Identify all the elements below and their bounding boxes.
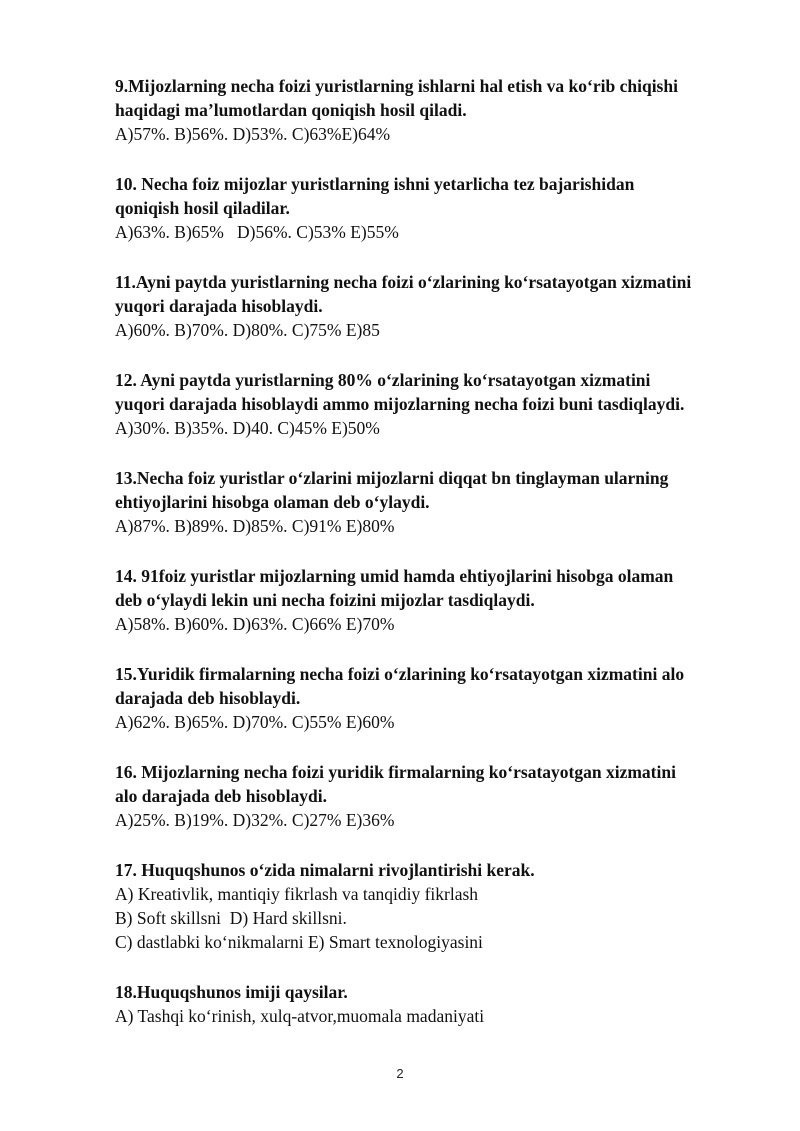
question-12 xyxy=(115,368,755,440)
answer-options: A)87%. B)89%. D)85%. C)91% E)80% xyxy=(115,516,395,536)
question-10 xyxy=(115,172,755,244)
question-11 xyxy=(115,270,755,342)
answer-options: A)63%. B)65% D)56%. C)53% E)55% xyxy=(115,222,399,242)
question-17 xyxy=(115,858,755,954)
question-18 xyxy=(115,980,755,1028)
question-text-line: 12. Ayni paytda yuristlarning 80% o‘zlarining ko‘rsatayotgan xizmatini xyxy=(115,370,651,390)
question-text-line: 15.Yuridik firmalarning necha foizi o‘zlarining ko‘rsatayotgan xizmatini alo xyxy=(115,664,685,684)
answer-options: A)58%. B)60%. D)63%. C)66% E)70% xyxy=(115,614,395,634)
question-text-line: 17. Huquqshunos o‘zida nimalarni rivojlantirishi kerak. xyxy=(115,860,535,880)
answer-options: B) Soft skillsni D) Hard skillsni. xyxy=(115,908,347,928)
question-text-line: darajada deb hisoblaydi. xyxy=(115,688,301,708)
answer-options: C) dastlabki ko‘nikmalarni E) Smart texnologiyasini xyxy=(115,932,483,952)
question-13 xyxy=(115,466,755,538)
question-text-line: 9.Mijozlarning necha foizi yuristlarning ishlarni hal etish va ko‘rib chiqishi xyxy=(115,76,678,96)
question-text-line: 11.Ayni paytda yuristlarning necha foizi o‘zlarining ko‘rsatayotgan xizmatini xyxy=(115,272,692,292)
question-text-line: 10. Necha foiz mijozlar yuristlarning ishni yetarlicha tez bajarishidan xyxy=(115,174,635,194)
question-text-line: 13.Necha foiz yuristlar o‘zlarini mijozlarni diqqat bn tinglayman ularning xyxy=(115,468,669,488)
page-number: 2 xyxy=(396,1066,404,1081)
answer-options: A)57%. B)56%. D)53%. C)63%E)64% xyxy=(115,124,391,144)
question-list xyxy=(115,74,755,1028)
question-text-line: yuqori darajada hisoblaydi ammo mijozlarning necha foizi buni tasdiqlaydi. xyxy=(115,394,685,414)
answer-options: A)30%. B)35%. D)40. C)45% E)50% xyxy=(115,418,380,438)
question-text-line: deb o‘ylaydi lekin uni necha foizini mijozlar tasdiqlaydi. xyxy=(115,590,535,610)
question-text-line: ehtiyojlarini hisobga olaman deb o‘ylaydi. xyxy=(115,492,430,512)
answer-options: A)60%. B)70%. D)80%. C)75% E)85 xyxy=(115,320,380,340)
question-text-line: 16. Mijozlarning necha foizi yuridik firmalarning ko‘rsatayotgan xizmatini xyxy=(115,762,676,782)
question-9 xyxy=(115,74,755,146)
question-text-line: alo darajada deb hisoblaydi. xyxy=(115,786,327,806)
question-text-line: 18.Huquqshunos imiji qaysilar. xyxy=(115,982,348,1002)
question-text-line: 14. 91foiz yuristlar mijozlarning umid hamda ehtiyojlarini hisobga olaman xyxy=(115,566,674,586)
question-text-line: qoniqish hosil qiladilar. xyxy=(115,198,290,218)
answer-options: A) Tashqi ko‘rinish, xulq-atvor,muomala madaniyati xyxy=(115,1006,485,1026)
answer-options: A)62%. B)65%. D)70%. C)55% E)60% xyxy=(115,712,395,732)
question-15 xyxy=(115,662,755,734)
answer-options: A)25%. B)19%. D)32%. C)27% E)36% xyxy=(115,810,395,830)
answer-options: A) Kreativlik, mantiqiy fikrlash va tanqidiy fikrlash xyxy=(115,884,479,904)
question-14 xyxy=(115,564,755,636)
question-text-line: yuqori darajada hisoblaydi. xyxy=(115,296,323,316)
question-16 xyxy=(115,760,755,832)
question-text-line: haqidagi ma’lumotlardan qoniqish hosil qiladi. xyxy=(115,100,467,120)
